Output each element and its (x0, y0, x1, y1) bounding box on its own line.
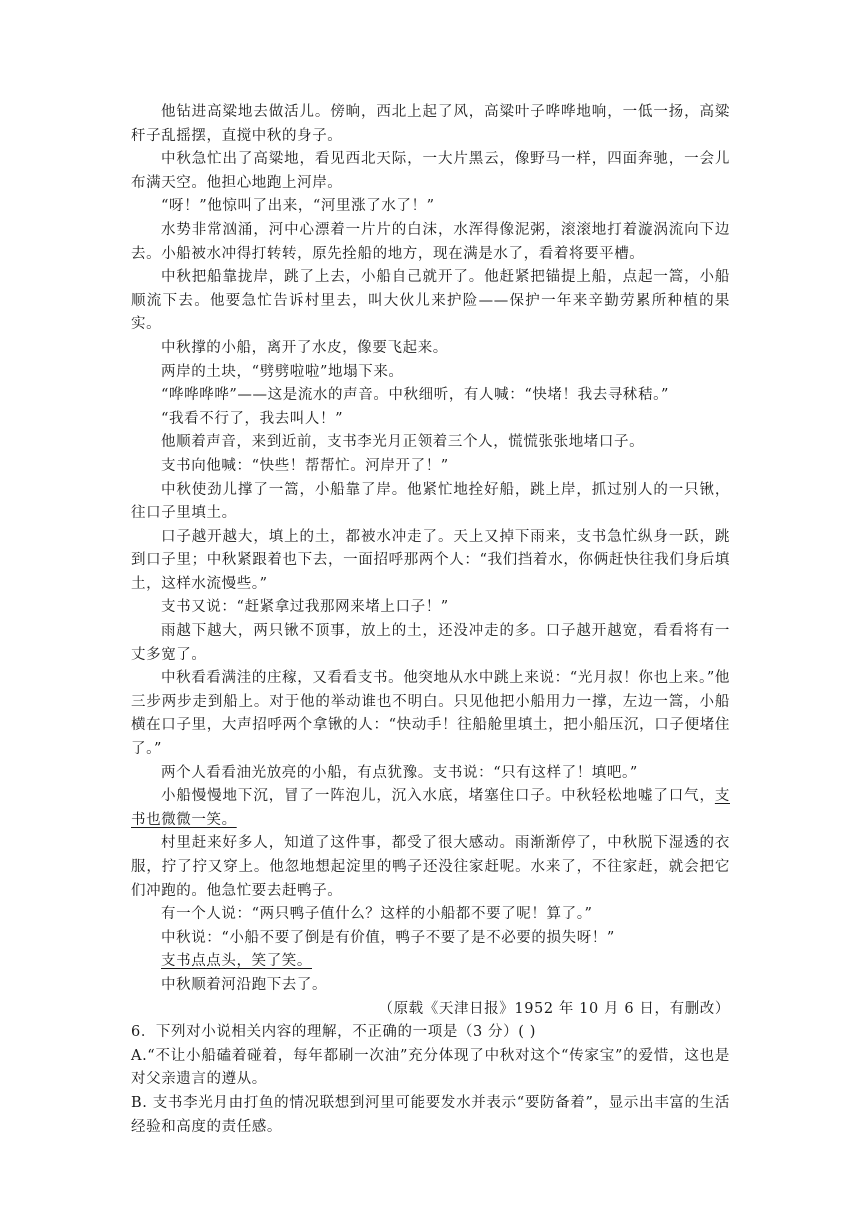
story-paragraph (131, 832, 730, 903)
paragraph-text: 有一个人说：“两只鸭子值什么？这样的小船都不要了呢！算了。” (161, 906, 593, 923)
paragraph-text: “我看不行了，我去叫人！” (161, 410, 344, 427)
story-paragraph (131, 195, 730, 219)
story-paragraph (131, 596, 730, 620)
story-paragraph (131, 620, 730, 667)
paragraph-text: 中秋说：“小船不要了倒是有价值，鸭子不要了是不必要的损失呀！” (161, 929, 615, 946)
paragraph-text: 小船慢慢地下沉，冒了一阵泡儿，沉入水底，堵塞住口子。中秋轻松地嘘了口气， (161, 788, 715, 805)
story-paragraph (131, 927, 730, 951)
paragraph-text: 中秋撑的小船，离开了水皮，像要飞起来。 (161, 339, 448, 356)
paragraph-text: 支书又说：“赶紧拿过我那网来堵上口子！” (161, 599, 449, 616)
story-paragraph (131, 148, 730, 195)
source-citation: （原载《天津日报》1952 年 10 月 6 日，有删改） (378, 1000, 730, 1017)
paragraph-text: 两岸的土块，“劈劈啦啦”地塌下来。 (161, 363, 404, 380)
paragraph-text: 他顺着声音，来到近前，支书李光月正领着三个人，慌慌张张地堵口子。 (161, 434, 645, 451)
story-paragraph (131, 785, 730, 832)
paragraph-text: 两个人看看油光放亮的小船，有点犹豫。支书说：“只有这样了！填吧。” (161, 764, 638, 781)
question-stem: 6．下列对小说相关内容的理解，不正确的一项是（3 分）( ) (131, 1024, 536, 1041)
paragraph-text: 中秋看看满洼的庄稼，又看看支书。他突地从水中跳上来说：“光月叔！你也上来。”他三步两步走到船上。对于他的举动谁也不明白。只见他把小船用力一撑，左边一篙，小船横在口子里，大声招呼两个拿锹的人：“快动手！往船舱里填土，把小船压沉，口子便堵住了。” (131, 670, 730, 758)
paragraph-text: 中秋把船靠拢岸，跳了上去，小船自己就开了。他赶紧把锚提上船，点起一篙，小船顺流下去。他要急忙告诉村里去，叫大伙儿来护险——保护一年来辛勤劳累所种植的果实。 (131, 269, 730, 333)
option-a: A.“不让小船磕着碰着，每年都刷一次油”充分体现了中秋对这个“传家宝”的爱惜，这也是对父亲遗言的遵从。 (131, 1047, 730, 1088)
story-paragraph (131, 479, 730, 526)
story-paragraph (131, 667, 730, 761)
story-paragraph (131, 455, 730, 479)
paragraph-text: 中秋顺着河沿跑下去了。 (161, 976, 328, 993)
paragraph-text: 他钻进高粱地去做活儿。傍晌，西北上起了风，高粱叶子哗哗地响，一低一扬，高粱秆子乱摇摆，直搅中秋的身子。 (131, 104, 730, 144)
document-content (131, 101, 730, 1139)
option-b: B. 支书李光月由打鱼的情况联想到河里可能要发水并表示“要防备着”，显示出丰富的生活经验和高度的责任感。 (131, 1094, 730, 1135)
story-paragraph (131, 408, 730, 432)
paragraph-text: “哗哗哗哗”——这是流水的声音。中秋细听，有人喊：“快堵！我去寻秫秸。” (161, 387, 669, 404)
story-text (131, 101, 730, 998)
story-paragraph (131, 431, 730, 455)
paragraph-text: “呀！”他惊叫了出来，“河里涨了水了！” (161, 198, 435, 215)
paragraph-text: 口子越开越大，填上的土，都被水冲走了。天上又掉下雨来，支书急忙纵身一跃，跳到口子里；中秋紧跟着也下去，一面招呼那两个人：“我们挡着水，你俩赶快往我们身后填土，这样水流慢些。” (131, 528, 730, 592)
story-paragraph (131, 219, 730, 266)
story-paragraph (131, 384, 730, 408)
story-paragraph (131, 762, 730, 786)
underlined-sentence: 支书也微微一笑。 (131, 788, 730, 828)
story-paragraph (131, 266, 730, 337)
paragraph-text: 雨越下越大，两只锹不顶事，放上的土，还没冲走的多。口子越开越宽，看看将有一丈多宽了。 (131, 623, 730, 663)
underlined-sentence: 支书点点头，笑了笑。 (161, 953, 312, 970)
story-paragraph (131, 526, 730, 597)
story-paragraph (131, 950, 730, 974)
story-paragraph (131, 361, 730, 385)
paragraph-text: 支书向他喊：“快些！帮帮忙。河岸开了！” (161, 457, 449, 474)
story-paragraph (131, 974, 730, 998)
story-paragraph (131, 337, 730, 361)
paragraph-text: 中秋使劲儿撑了一篙，小船靠了岸。他紧忙地拴好船，跳上岸，抓过别人的一只锹，往口子里填土。 (131, 481, 730, 522)
paragraph-text: 水势非常汹涌，河中心漂着一片片的白沫，水浑得像泥粥，滚滚地打着漩涡流向下边去。小船被水冲得打转转，原先拴船的地方，现在满是水了，看着将要平槽。 (131, 221, 730, 262)
story-paragraph (131, 101, 730, 148)
paragraph-text: 中秋急忙出了高粱地，看见西北天际，一大片黑云，像野马一样，四面奔驰，一会儿布满天空。他担心地跑上河岸。 (131, 151, 730, 191)
paragraph-text: 村里赶来好多人，知道了这件事，都受了很大感动。雨渐渐停了，中秋脱下湿透的衣服，拧了拧又穿上。他忽地想起淀里的鸭子还没往家赶呢。水来了，不往家赶，就会把它们冲跑的。他急忙要去赶鸭子。 (131, 835, 730, 899)
story-paragraph (131, 903, 730, 927)
